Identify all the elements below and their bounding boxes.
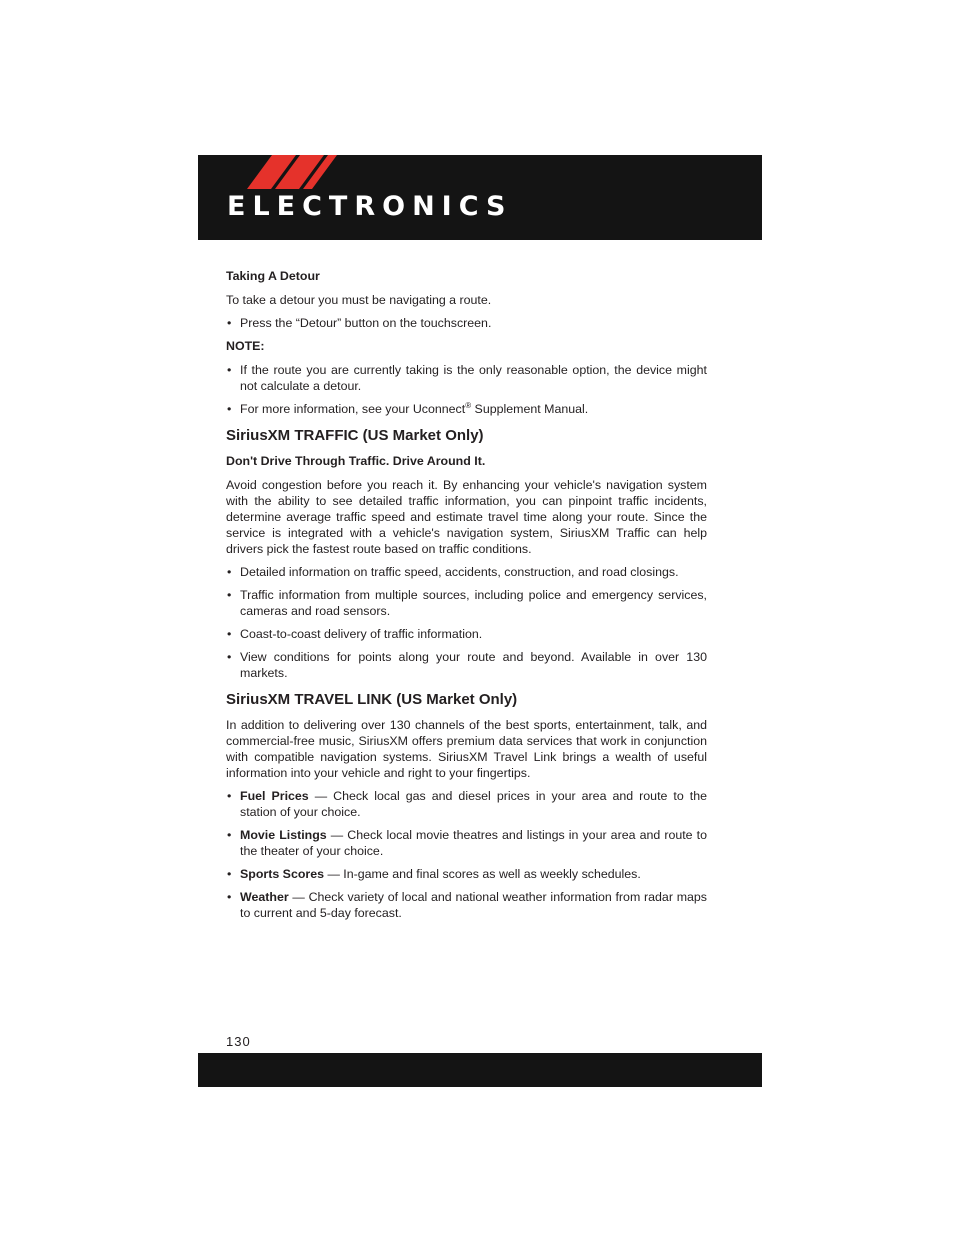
item-term: Weather <box>240 890 289 904</box>
list-item <box>226 889 707 921</box>
item-desc: — Check variety of local and national weather information from radar maps to current and 5-day forecast. <box>240 890 707 920</box>
travel-link-paragraph: In addition to delivering over 130 channels of the best sports, entertainment, talk, and commercial-free music, SiriusXM offers premium data services that work in conjunction with compatible navigation systems. SiriusXM Travel Link brings a wealth of useful information into your vehicle and right to your fingertips. <box>226 718 707 780</box>
list-item <box>226 649 707 681</box>
bullet-icon: • <box>227 867 232 881</box>
note-2-text <box>240 402 588 416</box>
traffic-bullet-text: Detailed information on traffic speed, accidents, construction, and road closings. <box>240 565 679 579</box>
note-2-pre: For more information, see your Uconnect <box>240 402 466 416</box>
detour-heading: Taking A Detour <box>226 269 320 283</box>
item-term: Sports Scores <box>240 867 325 881</box>
traffic-heading: SiriusXM TRAFFIC (US Market Only) <box>226 427 484 444</box>
list-item <box>226 564 707 580</box>
bullet-icon: • <box>227 588 232 602</box>
registered-mark: ® <box>465 400 472 410</box>
bullet-icon: • <box>227 363 232 377</box>
bullet-icon: • <box>227 789 232 803</box>
list-item <box>226 827 707 859</box>
bullet-icon: • <box>227 890 232 904</box>
bullet-icon: • <box>227 402 232 416</box>
list-item <box>226 315 707 331</box>
note-1-text: If the route you are currently taking is the only reasonable option, the device might not calculate a detour. <box>240 363 707 393</box>
list-item <box>226 626 707 642</box>
traffic-paragraph: Avoid congestion before you reach it. By enhancing your vehicle's navigation system with the ability to see detailed traffic information, you can pinpoint traffic incidents, determine average traffic speed and estimate travel time along your route. Since the service is integrated with a vehicle's navigation system, SiriusXM Traffic can help drivers pick the fastest route based on traffic conditions. <box>226 478 707 556</box>
item-desc: — In-game and final scores as well as weekly schedules. <box>324 867 641 881</box>
note-label: NOTE: <box>226 339 265 353</box>
bullet-icon: • <box>227 627 232 641</box>
section-header-bar <box>198 155 762 240</box>
list-item <box>226 788 707 820</box>
section-title: ELECTRONICS <box>227 191 513 222</box>
item-term: Fuel Prices <box>240 789 309 803</box>
detour-intro: To take a detour you must be navigating a route. <box>226 293 492 307</box>
bullet-icon: • <box>227 828 232 842</box>
list-item <box>226 866 707 882</box>
footer-bar <box>198 1053 762 1087</box>
list-item <box>226 401 707 417</box>
traffic-bullet-text: Coast-to-coast delivery of traffic information. <box>240 627 483 641</box>
list-item <box>226 362 707 394</box>
item-term: Movie Listings <box>240 828 327 842</box>
traffic-subheading: Don't Drive Through Traffic. Drive Around It. <box>226 454 486 468</box>
traffic-bullet-text: Traffic information from multiple sources, including police and emergency services, cameras and road sensors. <box>240 588 707 618</box>
page-content <box>226 268 707 928</box>
page-number: 130 <box>226 1034 251 1049</box>
traffic-bullet-text: View conditions for points along your route and beyond. Available in over 130 markets. <box>240 650 707 680</box>
bullet-icon: • <box>227 316 232 330</box>
item-desc: — Check local movie theatres and listings in your area and route to the theater of your choice. <box>240 828 707 858</box>
item-desc: — Check local gas and diesel prices in your area and route to the station of your choice. <box>240 789 707 819</box>
detour-bullet-text: Press the “Detour” button on the touchscreen. <box>240 316 492 330</box>
travel-link-heading: SiriusXM TRAVEL LINK (US Market Only) <box>226 691 518 708</box>
list-item <box>226 587 707 619</box>
note-2-post: Supplement Manual. <box>471 402 589 416</box>
bullet-icon: • <box>227 565 232 579</box>
bullet-icon: • <box>227 650 232 664</box>
